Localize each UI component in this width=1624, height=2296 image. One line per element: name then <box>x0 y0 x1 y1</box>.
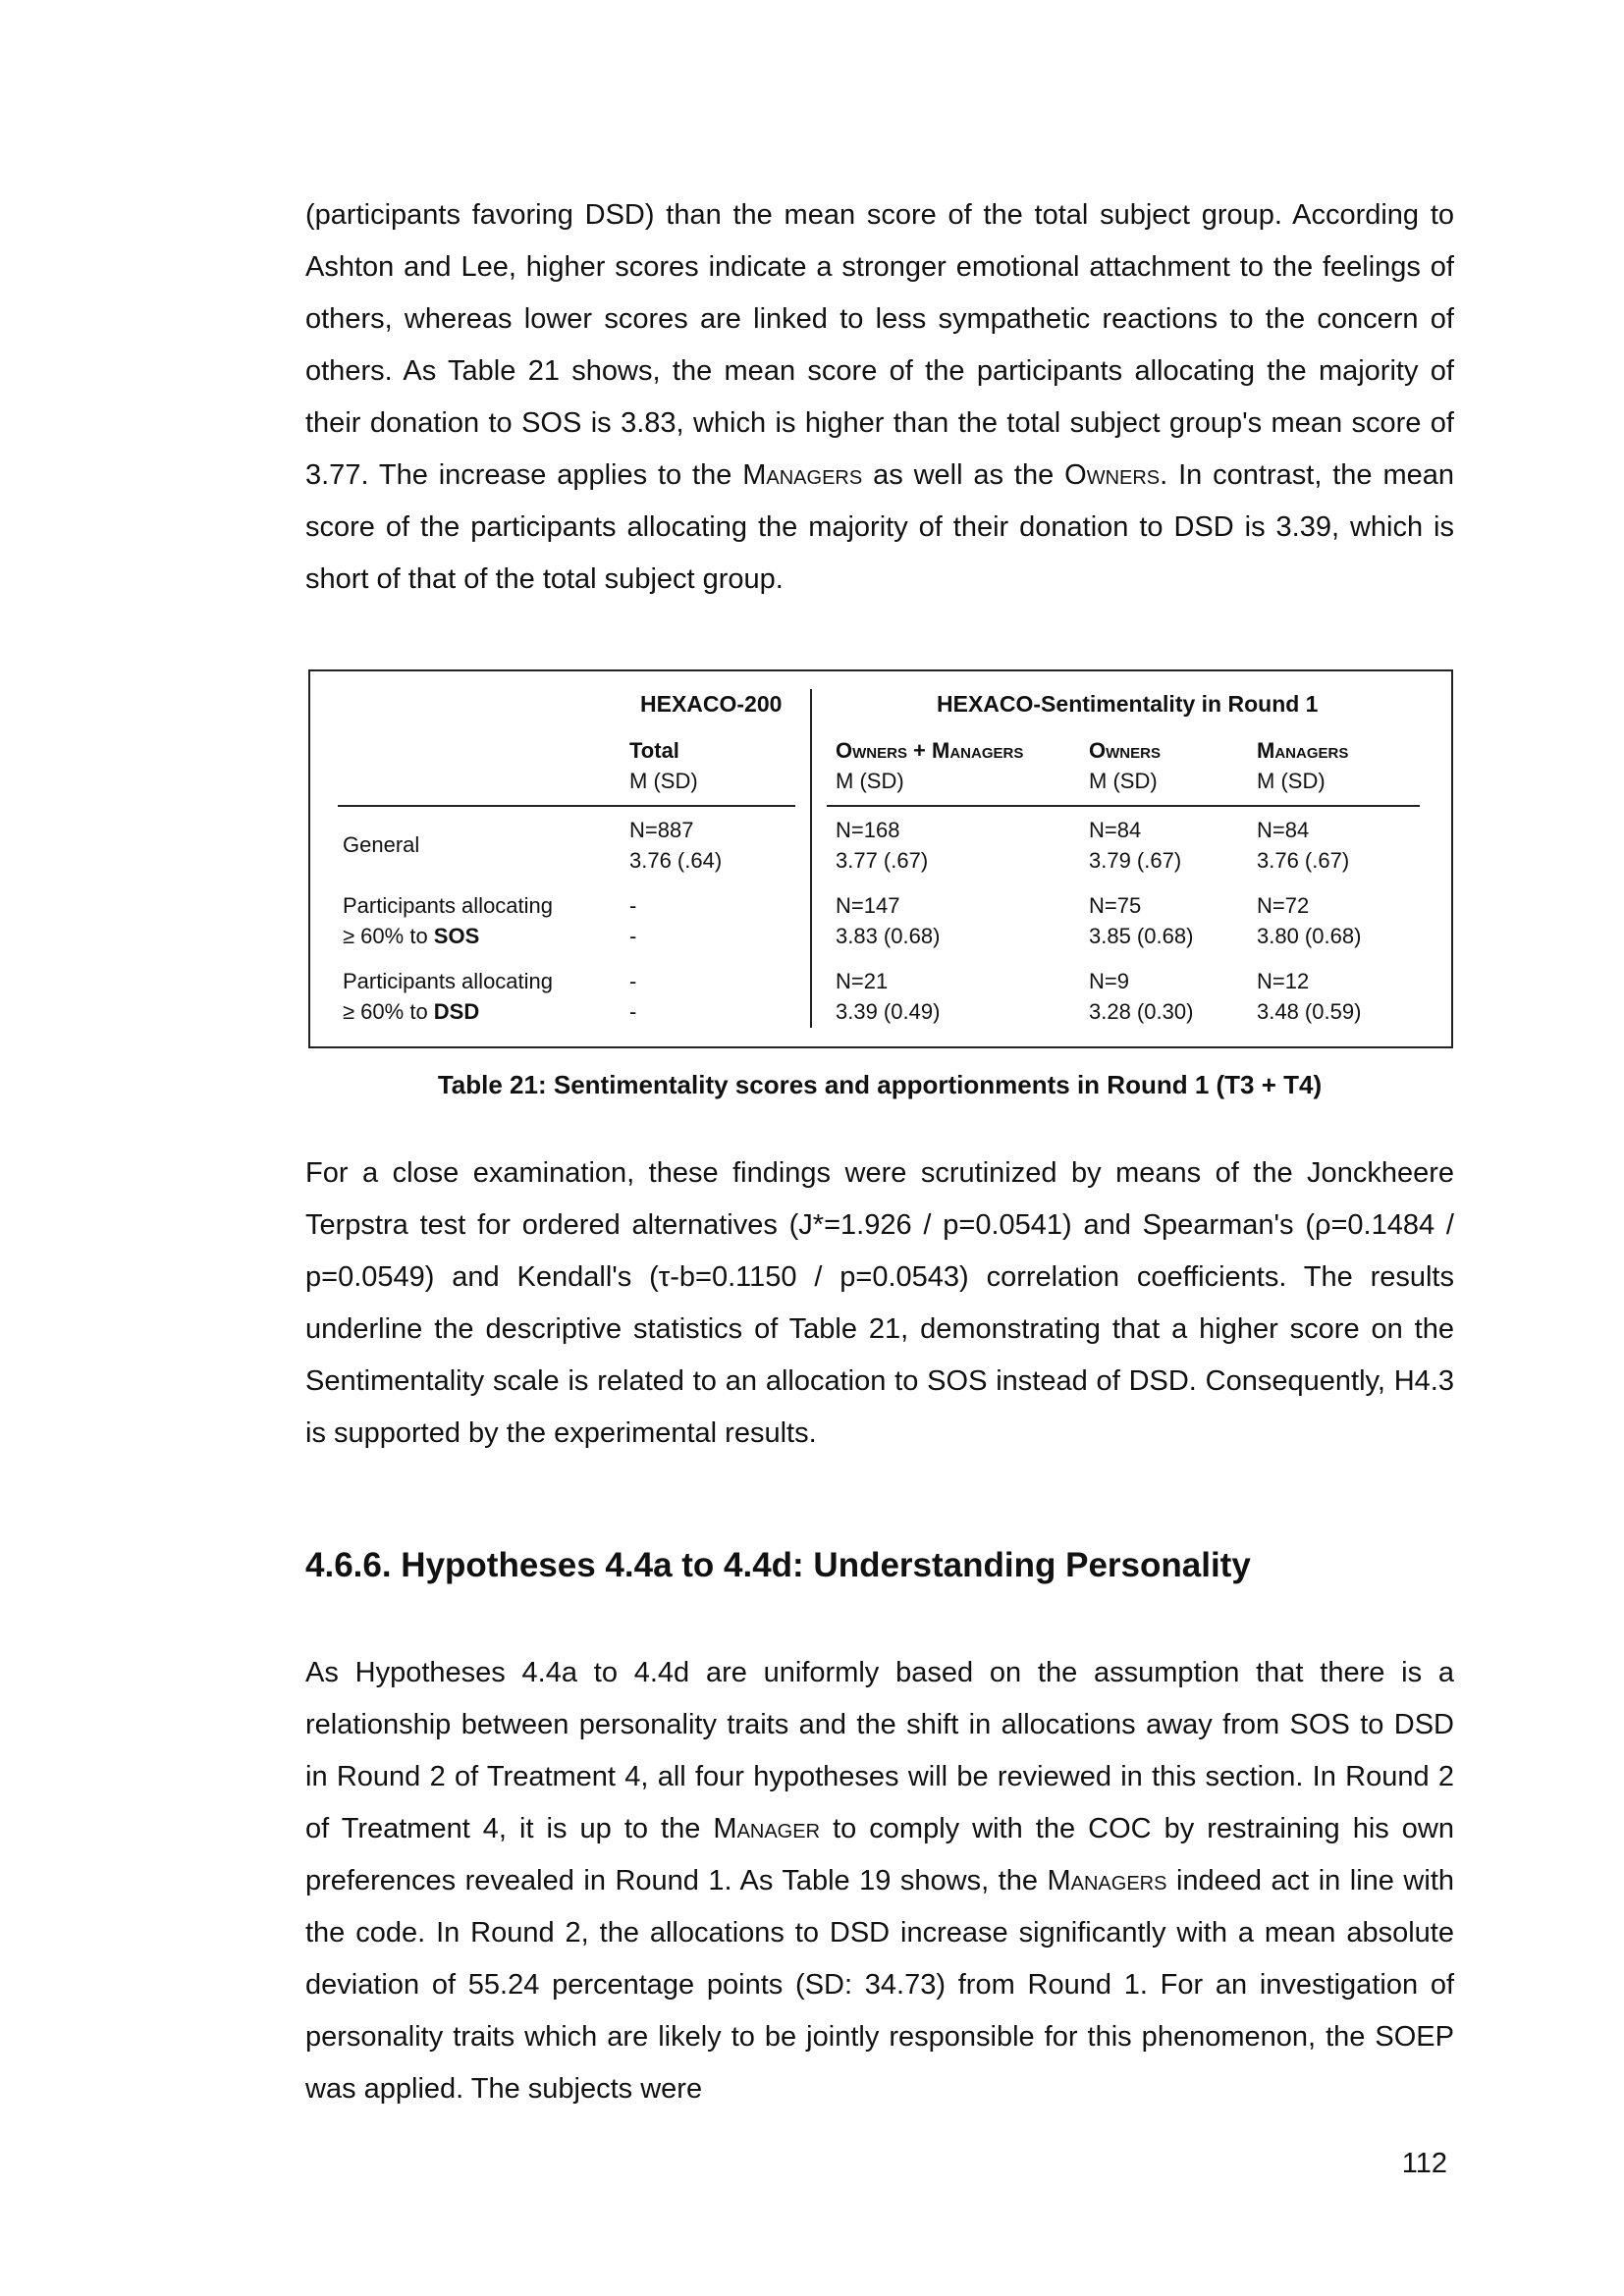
table-caption: Table 21: Sentimentality scores and apportionments in Round 1 (T3 + T4) <box>437 1070 1323 1099</box>
table-cell: N=21 3.39 (0.49) <box>836 969 941 1024</box>
group-header-hexaco200: HEXACO-200 <box>640 691 783 717</box>
text-run: . In contrast, the mean score of the participants allocating the majority of their donation to DSD is 3.39, which is short of that of the total subject group. <box>305 459 1454 595</box>
text-run: as well as the <box>862 459 1065 491</box>
body-paragraph <box>305 189 1454 606</box>
section-heading: 4.6.6. Hypotheses 4.4a to 4.4d: Understanding Personality <box>305 1546 1251 1584</box>
table-cell: N=84 3.79 (.67) <box>1089 818 1182 873</box>
column-header-owners: Owners M (SD) <box>1089 738 1161 793</box>
table-cell: N=84 3.76 (.67) <box>1257 818 1350 873</box>
table-cell: - - <box>629 893 637 948</box>
table-cell: N=12 3.48 (0.59) <box>1257 969 1362 1024</box>
table-cell: - - <box>629 969 637 1024</box>
row-label-sos: Participants allocating ≥ 60% to SOS <box>343 893 554 948</box>
term-managers: Managers <box>1047 1865 1167 1896</box>
body-paragraph <box>305 1647 1454 2115</box>
row-label-dsd: Participants allocating ≥ 60% to DSD <box>343 969 554 1024</box>
text-run: to comply with the COC by restraining his own preferences revealed in Round 1. As Table 19 shows, the <box>305 1813 1454 1896</box>
table-cell: N=168 3.77 (.67) <box>836 818 929 873</box>
table-cell: N=9 3.28 (0.30) <box>1089 969 1194 1024</box>
term-manager: Manager <box>713 1813 821 1844</box>
text-run: indeed act in line with the code. In Round 2, the allocations to DSD increase significantly with a mean absolute deviation of 55.24 percentage points (SD: 34.73) from Round 1. For an investigation of personality traits which are likely to be jointly responsible for this phenomenon, the SOEP was applied. The subjects were <box>305 1865 1455 2105</box>
text-run: (participants favoring DSD) than the mean score of the total subject group. According to Ashton and Lee, higher scores indicate a stronger emotional attachment to the feelings of others, whereas lower scores are linked to less sympathetic reactions to the concern of others. As Table 21 shows, the mean score of the participants allocating the majority of their donation to SOS is 3.83, which is higher than the total subject group's mean score of 3.77. The increase applies to the <box>305 199 1454 491</box>
column-header-managers: Managers M (SD) <box>1257 738 1349 793</box>
table-cell: N=887 3.76 (.64) <box>629 818 723 873</box>
column-header-total: Total M (SD) <box>629 738 698 793</box>
term-managers: Managers <box>742 459 863 491</box>
page-number: 112 <box>1401 2148 1447 2179</box>
column-header-owners-managers: Owners + Managers M (SD) <box>836 738 1024 793</box>
table-cell: N=147 3.83 (0.68) <box>836 893 941 948</box>
table-header-rule <box>827 805 1420 807</box>
table-cell: N=72 3.80 (0.68) <box>1257 893 1362 948</box>
term-owners: Owners <box>1064 459 1161 491</box>
table-cell: N=75 3.85 (0.68) <box>1089 893 1194 948</box>
row-label-general: General <box>343 832 420 857</box>
group-header-sentimentality: HEXACO-Sentimentality in Round 1 <box>937 691 1319 717</box>
table-vertical-rule <box>810 689 812 1028</box>
table-header-rule <box>338 805 795 807</box>
body-paragraph: For a close examination, these findings were scrutinized by means of the Jonckheere Terpstra test for ordered alternatives (J*=1.926 / p=0.0541) and Spearman's (ρ=0.1484 / p=0.0549) and Kendall's (τ-b=0.1150 / p=0.0543) correlation coefficients. The results underline the descriptive statistics of Table 21, demonstrating that a higher score on the Sentimentality scale is related to an allocation to SOS instead of DSD. Consequently, H4.3 is supported by the experimental results. <box>305 1157 1454 1449</box>
text-run: As Hypotheses 4.4a to 4.4d are uniformly based on the assumption that there is a relationship between personality traits and the shift in allocations away from SOS to DSD in Round 2 of Treatment 4, all four hypotheses will be reviewed in this section. In Round 2 of Treatment 4, it is up to the <box>305 1657 1454 1844</box>
